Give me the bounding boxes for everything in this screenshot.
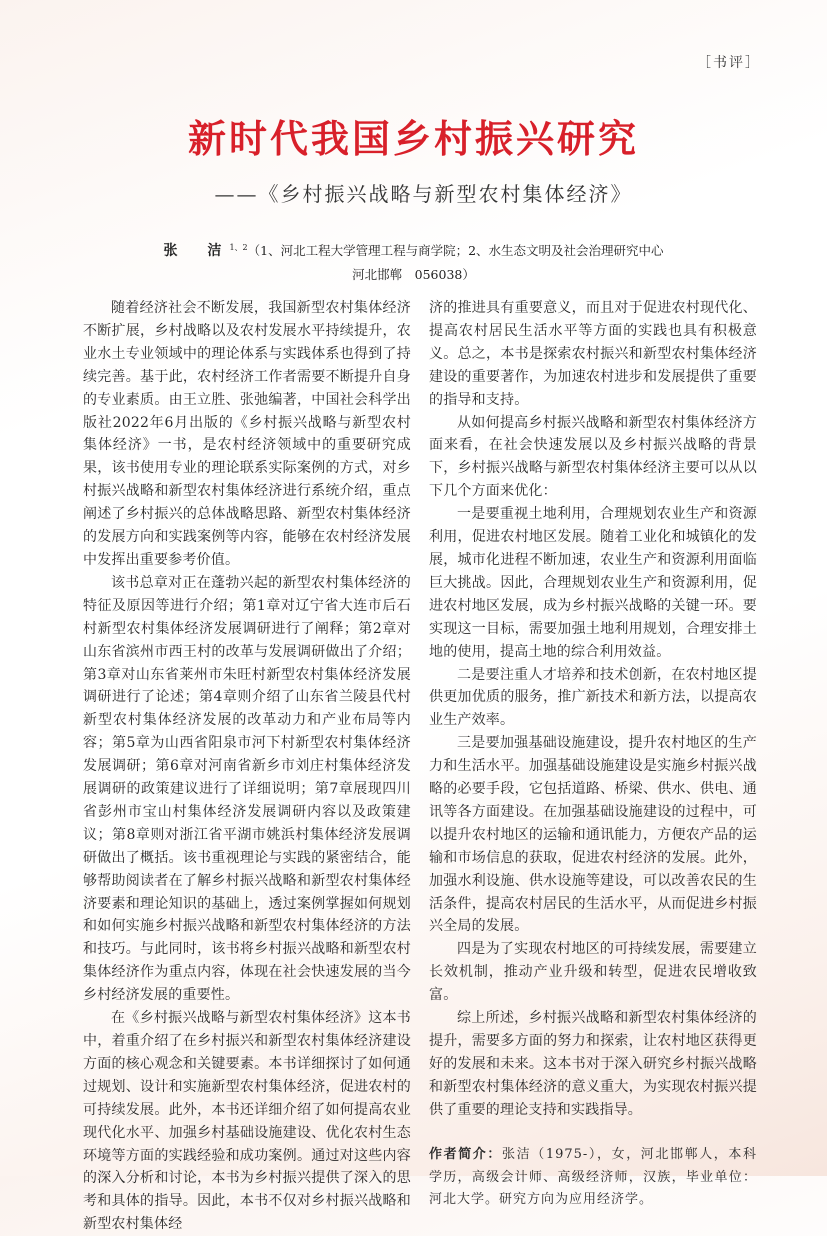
author-superscript: 1、2 <box>229 243 248 252</box>
paragraph: 三是要加强基础设施建设，提升农村地区的生产力和生活水平。加强基础设施建设是实施乡村振兴战略的必要手段，它包括道路、桥梁、供水、供电、通讯等各方面建设。在加强基础设施建设的过程中，可以提升农村地区的运输和通讯能力，方便农产品的运输和市场信息的获取，促进农村经济的发展。此外，加强水利设施、供水设施等建设，可以改善农民的生活条件，提高农村居民的生活水平，从而促进乡村振兴全局的发展。 <box>429 735 757 935</box>
author-bio-label: 作者简介： <box>429 1146 503 1162</box>
left-column <box>83 297 411 1236</box>
right-column <box>429 297 757 1212</box>
article-title: 新时代我国乡村振兴研究 <box>187 117 639 161</box>
paragraph: 四是为了实现农村地区的可持续发展，需要建立长效机制，推动产业升级和转型，促进农民增收致富。 <box>429 941 757 1004</box>
paragraph: 济的推进具有重要意义，而且对于促进农村现代化、提高农村居民生活水平等方面的实践也具有积极意义。总之，本书是探索农村振兴和新型农村集体经济建设的重要著作，为加速农村进步和发展提供了重要的指导和支持。 <box>429 300 757 408</box>
author-bio <box>429 1144 757 1213</box>
paragraph: 综上所述，乡村振兴战略和新型农村集体经济的提升，需要多方面的努力和探索，让农村地区获得更好的发展和未来。这本书对于深入研究乡村振兴战略和新型农村集体经济的意义重大，为实现农村振兴提供了重要的理论支持和实践指导。 <box>429 1010 757 1118</box>
author-affiliation <box>0 236 827 287</box>
author-name: 张 洁 <box>163 243 230 260</box>
paragraph: 随着经济社会不断发展，我国新型农村集体经济不断扩展，乡村战略以及农村发展水平持续提升，农业水土专业领域中的理论体系与实践体系也得到了持续完善。基于此，农村经济工作者需要不断提升自身的专业素质。由王立胜、张弛编著，中国社会科学出版社2022年6月出版的《乡村振兴战略与新型农村集体经济》一书，是农村经济领域中的重要研究成果，该书使用专业的理论联系实际案例的方式，对乡村振兴战略和新型农村集体经济进行系统介绍，重点阐述了乡村振兴的总体战略思路、新型农村集体经济的发展方向和实践案例等内容，能够在农村经济发展中发挥出重要参考价值。 <box>83 300 411 568</box>
paragraph: 二是要注重人才培养和技术创新，在农村地区提供更加优质的服务，推广新技术和新方法，以提高农业生产效率。 <box>429 666 757 729</box>
article-subtitle: ——《乡村振兴战略与新型农村集体经济》 <box>214 182 633 206</box>
paragraph: 在《乡村振兴战略与新型农村集体经济》这本书中，着重介绍了在乡村振兴和新型农村集体经济建设方面的核心观念和关键要素。本书详细探讨了如何通过规划、设计和实施新型农村集体经济，促进农村的可持续发展。此外，本书还详细介绍了如何提高农业现代化水平、加强乡村基础设施建设、优化农村生态环境等方面的实践经验和成功案例。通过对这些内容的深入分析和讨论，本书为乡村振兴提供了深入的思考和具体的指导。因此，本书不仅对乡村振兴战略和新型农村集体经 <box>83 1010 411 1233</box>
paragraph: 一是要重视土地利用，合理规划农业生产和资源利用，促进农村地区发展。随着工业化和城镇化的发展，城市化进程不断加速，农业生产和资源利用面临巨大挑战。因此，合理规划农业生产和资源利用，促进农村地区发展，成为乡村振兴战略的关键一环。要实现这一目标，需要加强土地利用规划，合理安排土地的使用，提高土地的综合利用效益。 <box>429 506 757 660</box>
affiliation-line-2: 河北邯郸 056038） <box>352 267 475 283</box>
paragraph: 从如何提高乡村振兴战略和新型农村集体经济方面来看，在社会快速发展以及乡村振兴战略的背景下，乡村振兴战略与新型农村集体经济主要可以从以下几个方面来优化： <box>429 414 757 500</box>
section-tag: ［书评］ <box>697 55 761 71</box>
affiliation-line-1: （1、河北工程大学管理工程与商学院；2、水生态文明及社会治理研究中心 <box>247 243 664 259</box>
paragraph: 该书总章对正在蓬勃兴起的新型农村集体经济的特征及原因等进行介绍；第1章对辽宁省大连市后石村新型农村集体经济发展调研进行了阐释；第2章对山东省滨州市西王村的改革与发展调研做出了介绍；第3章对山东省莱州市朱旺村新型农村集体经济发展调研进行了论述；第4章则介绍了山东省兰陵县代村新型农村集体经济发展的改革动力和产业布局等内容；第5章为山西省阳泉市河下村新型农村集体经济发展调研；第6章对河南省新乡市刘庄村集体经济发展调研的政策建议进行了详细说明；第7章展现四川省彭州市宝山村集体经济发展调研内容以及政策建议；第8章则对浙江省平湖市姚浜村集体经济发展调研做出了概括。该书重视理论与实践的紧密结合，能够帮助阅读者在了解乡村振兴战略和新型农村集体经济要素和理论知识的基础上，透过案例掌握如何规划和如何实施乡村振兴战略和新型农村集体经济的方法和技巧。与此同时，该书将乡村振兴战略和新型农村集体经济作为重点内容，体现在社会快速发展的当今乡村经济发展的重要性。 <box>83 574 411 1004</box>
author-bio-text: 张洁（1975-），女，河北邯郸人，本科学历，高级会计师、高级经济师，汉族，毕业单位：河北大学。研究方向为应用经济学。 <box>429 1146 757 1208</box>
